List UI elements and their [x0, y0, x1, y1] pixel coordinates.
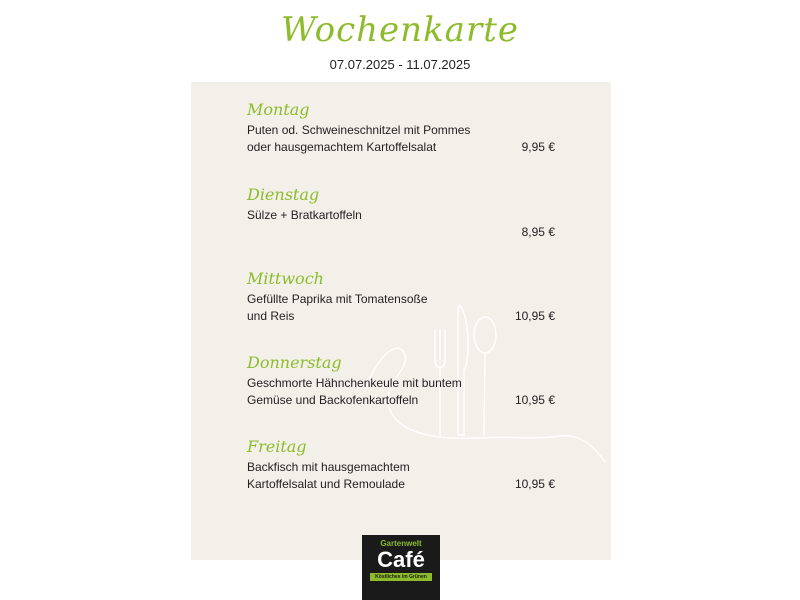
dish-line: Kartoffelsalat und Remoulade: [247, 477, 405, 491]
dish-price: 10,95 €: [514, 309, 555, 323]
dish-price: 9,95 €: [521, 140, 555, 154]
dish-description: [247, 207, 567, 241]
dish-description: [247, 122, 567, 156]
day-friday: [247, 437, 567, 493]
dish-line: Geschmorte Hähnchenkeule mit buntem: [247, 376, 462, 390]
dish-line: Gefüllte Paprika mit Tomatensoße: [247, 292, 428, 306]
dish-line: [247, 224, 567, 241]
logo-main-text: Café: [377, 547, 425, 572]
day-thursday: [247, 353, 567, 409]
dish-price: 10,95 €: [514, 393, 555, 407]
logo-tagline: Köstliches im Grünen: [370, 573, 432, 581]
dish-line: Backfisch mit hausgemachtem: [247, 460, 410, 474]
dish-line: Sülze + Bratkartoffeln: [247, 208, 362, 222]
day-wednesday: [247, 269, 567, 325]
dish-line: oder hausgemachtem Kartoffelsalat: [247, 140, 437, 154]
dish-line: Gemüse und Backofenkartoffeln: [247, 393, 419, 407]
day-name: Montag: [247, 100, 310, 119]
day-name: Freitag: [247, 437, 307, 456]
dish-description: [247, 375, 567, 409]
date-range: 07.07.2025 - 11.07.2025: [329, 57, 471, 72]
day-tuesday: [247, 185, 567, 241]
page-title: Wochenkarte: [281, 10, 519, 50]
dish-description: [247, 291, 567, 325]
logo-top-text: Gartenwelt: [380, 539, 422, 548]
dish-line: und Reis: [247, 309, 295, 323]
day-name: Dienstag: [247, 185, 320, 204]
day-name: Donnerstag: [247, 353, 342, 372]
day-monday: [247, 100, 567, 156]
dish-line: Puten od. Schweineschnitzel mit Pommes: [247, 123, 471, 137]
cafe-logo: [362, 535, 440, 600]
day-name: Mittwoch: [247, 269, 324, 288]
dish-description: [247, 459, 567, 493]
dish-price: 10,95 €: [514, 477, 555, 491]
dish-price: 8,95 €: [521, 225, 555, 239]
